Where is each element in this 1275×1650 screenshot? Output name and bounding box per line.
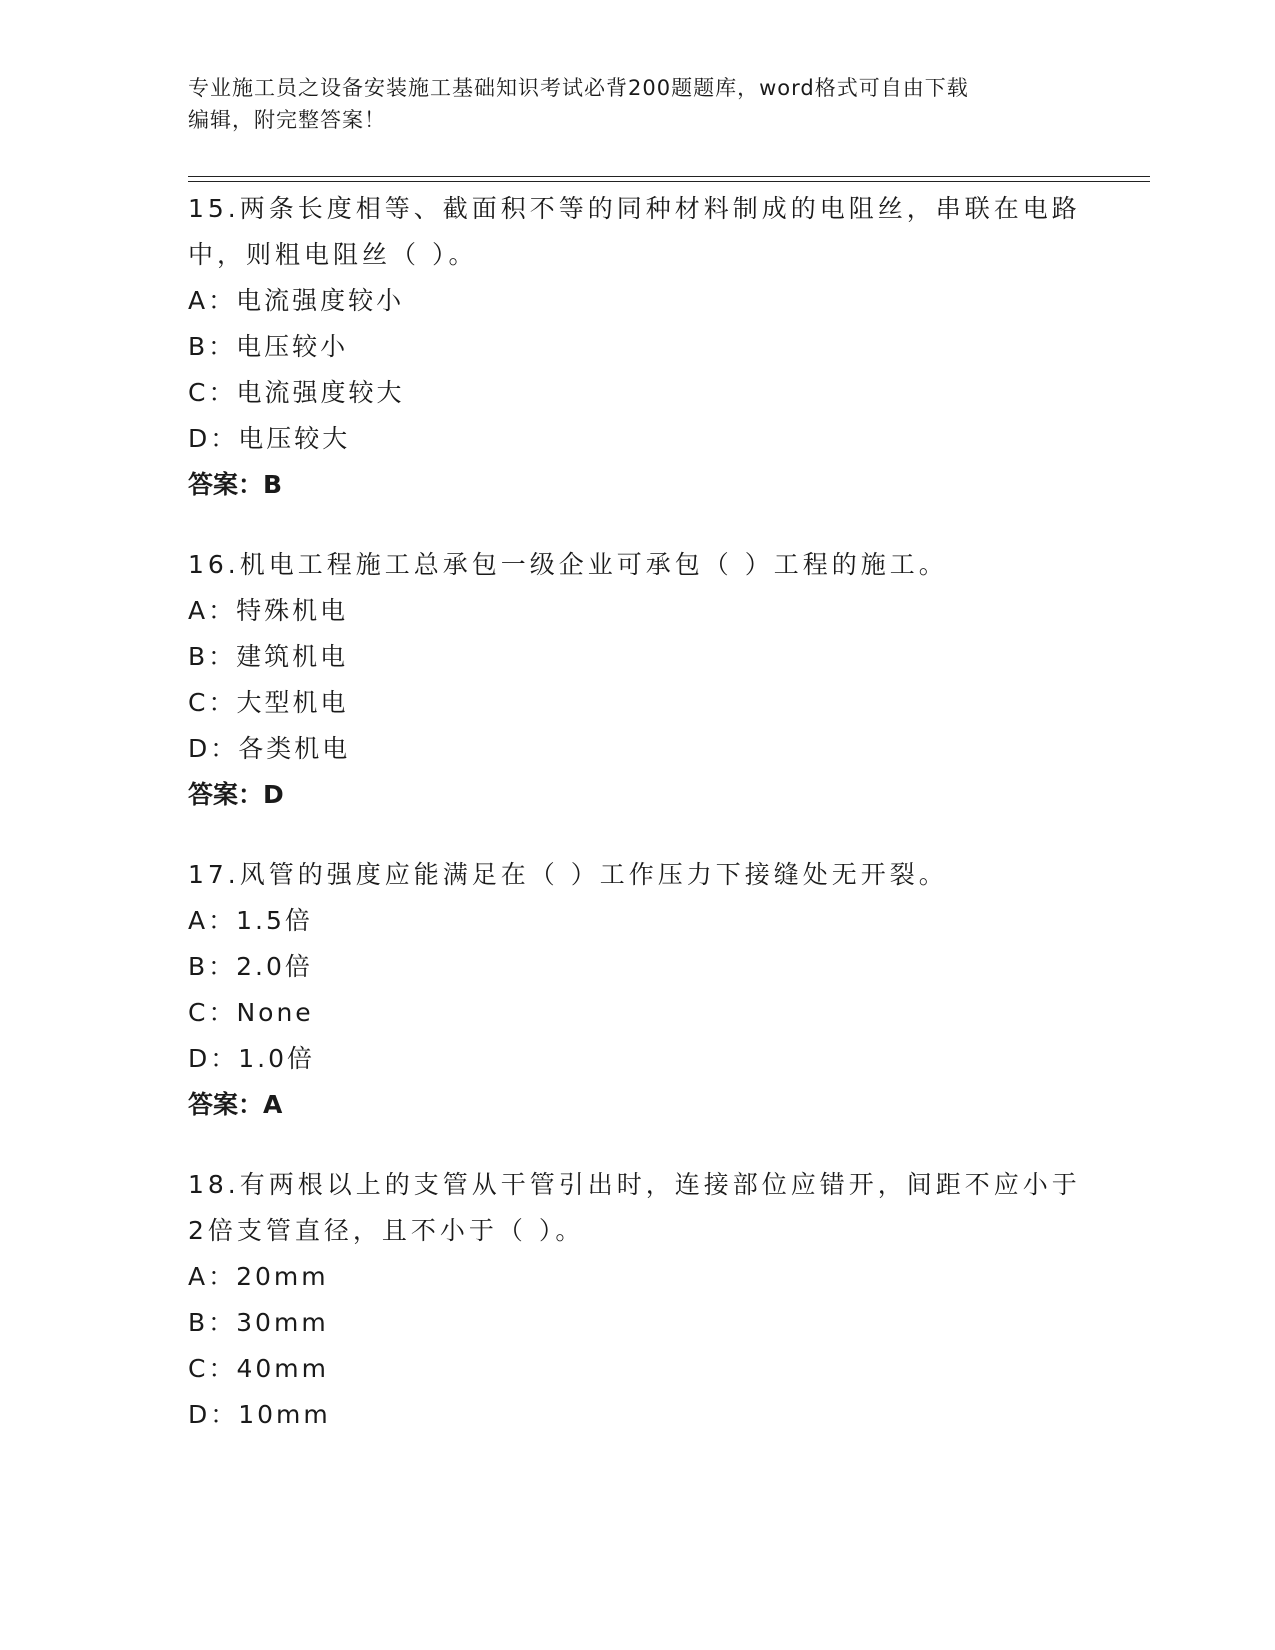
option-a: A：特殊机电	[188, 596, 349, 625]
option-c: C：None	[188, 998, 314, 1027]
answer: 答案：A	[188, 1090, 283, 1119]
header-line-2: 编辑，附完整答案！	[188, 108, 386, 132]
option-b: B：30mm	[188, 1308, 329, 1337]
option-c: C：电流强度较大	[188, 378, 405, 407]
option-a: A：1.5倍	[188, 906, 313, 935]
option-c: C：40mm	[188, 1354, 329, 1383]
option-b: B：2.0倍	[188, 952, 313, 981]
header-rule-bottom	[188, 181, 1150, 182]
question-text: 17.风管的强度应能满足在（ ）工作压力下接缝处无开裂。	[188, 860, 948, 889]
option-b: B：建筑机电	[188, 642, 349, 671]
question-text: 16.机电工程施工总承包一级企业可承包（ ）工程的施工。	[188, 550, 948, 579]
question-list	[188, 186, 1088, 1472]
option-b: B：电压较小	[188, 332, 349, 361]
option-c: C：大型机电	[188, 688, 349, 717]
question-17	[188, 852, 1088, 1128]
answer: 答案：D	[188, 780, 284, 809]
question-text-continued: 中，则粗电阻丝（ ）。	[188, 240, 478, 269]
option-d: D：电压较大	[188, 424, 351, 453]
header-rule-top	[188, 176, 1150, 177]
option-d: D：10mm	[188, 1400, 331, 1429]
question-15	[188, 186, 1088, 508]
document-header	[188, 72, 1068, 136]
question-18	[188, 1162, 1088, 1438]
question-text: 18.有两根以上的支管从干管引出时，连接部位应错开，间距不应小于	[188, 1170, 1081, 1199]
question-text-continued: 2倍支管直径，且不小于（ ）。	[188, 1216, 585, 1245]
option-d: D：1.0倍	[188, 1044, 316, 1073]
header-line-1: 专业施工员之设备安装施工基础知识考试必背200题题库，word格式可自由下载	[188, 76, 969, 100]
option-a: A：电流强度较小	[188, 286, 405, 315]
option-d: D：各类机电	[188, 734, 351, 763]
question-text: 15.两条长度相等、截面积不等的同种材料制成的电阻丝，串联在电路	[188, 194, 1081, 223]
answer: 答案：B	[188, 470, 283, 499]
question-16	[188, 542, 1088, 818]
option-a: A：20mm	[188, 1262, 329, 1291]
